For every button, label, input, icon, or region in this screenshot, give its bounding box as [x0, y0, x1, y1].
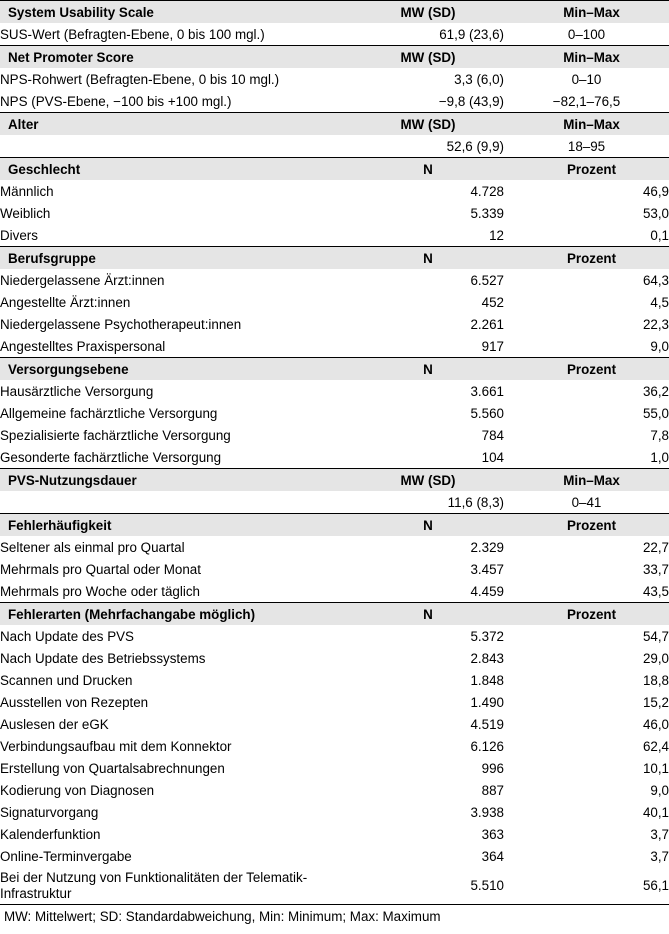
section-column-header-1: N: [352, 603, 504, 626]
table-row: [0, 313, 669, 335]
row-value-1: 5.510: [352, 867, 504, 905]
row-value-2: 22,3: [642, 316, 669, 332]
table-row: [0, 801, 669, 823]
row-value-2: 33,7: [642, 561, 669, 577]
table-row: [0, 536, 669, 558]
row-label: Mehrmals pro Woche oder täglich: [0, 583, 200, 599]
row-value-1: 1.848: [470, 672, 504, 688]
table-row: [0, 90, 669, 113]
section-column-header-1: MW (SD): [352, 469, 504, 492]
section-column-header-2: Prozent: [504, 247, 669, 270]
row-value-2: 43,5: [642, 583, 669, 599]
table-row: [0, 335, 669, 358]
table-row: [0, 380, 669, 402]
row-value-2: 4,5: [650, 294, 669, 310]
section-title: Geschlecht: [0, 158, 352, 181]
row-value-1: 52,6 (9,9): [446, 138, 504, 154]
row-value-1: 6.527: [470, 272, 504, 288]
row-value-2: 64,3: [642, 272, 669, 288]
row-value-2: 7,8: [650, 427, 669, 443]
section-title: Net Promoter Score: [0, 46, 352, 69]
row-value-2: 18–95: [567, 138, 606, 154]
section-column-header-2: Prozent: [504, 158, 669, 181]
table-row: [0, 291, 669, 313]
row-value-2: 22,7: [642, 539, 669, 555]
row-value-2: 62,4: [642, 738, 669, 754]
section-column-header-1: MW (SD): [352, 46, 504, 69]
row-value-1: −9,8 (43,9): [438, 93, 504, 109]
row-value-1: 104: [481, 449, 504, 465]
section-header-row: [0, 158, 669, 181]
row-label: [0, 491, 352, 514]
row-value-1: 4.519: [470, 716, 504, 732]
table-row: [0, 402, 669, 424]
row-label: Seltener als einmal pro Quartal: [0, 539, 185, 555]
section-header-row: [0, 46, 669, 69]
row-label: Nach Update des Betriebssystems: [0, 650, 206, 666]
row-value-2: 29,0: [642, 650, 669, 666]
row-label: Ausstellen von Rezepten: [0, 694, 149, 710]
table-row: [0, 446, 669, 469]
row-value-1: 4.459: [470, 583, 504, 599]
row-value-1: 2.261: [470, 316, 504, 332]
row-label: Angestelltes Praxispersonal: [0, 338, 166, 354]
row-value-2: 46,0: [642, 716, 669, 732]
section-header-row: [0, 603, 669, 626]
section-column-header-1: MW (SD): [352, 1, 504, 24]
row-label: Niedergelassene Psychotherapeut:innen: [0, 316, 242, 332]
row-value-1: 3,3 (6,0): [454, 71, 504, 87]
row-value-1: 6.126: [470, 738, 504, 754]
table-row: [0, 713, 669, 735]
section-column-header-2: Min–Max: [504, 46, 669, 69]
row-label: Kodierung von Diagnosen: [0, 782, 155, 798]
section-column-header-1: N: [352, 158, 504, 181]
table-row: [0, 68, 669, 90]
row-label: Männlich: [0, 183, 54, 199]
row-label: Bei der Nutzung von Funktionalitäten der Telematik-Infrastruktur: [0, 867, 352, 905]
row-label: Online-Terminvergabe: [0, 848, 132, 864]
row-label: Hausärztliche Versorgung: [0, 383, 154, 399]
section-header-row: [0, 1, 669, 24]
table-row: [0, 491, 669, 514]
section-column-header-2: Prozent: [504, 514, 669, 537]
table-row: [0, 867, 669, 905]
row-label: Erstellung von Quartalsabrechnungen: [0, 760, 225, 776]
table-row: [0, 647, 669, 669]
row-value-2: 15,2: [642, 694, 669, 710]
section-header-row: [0, 247, 669, 270]
section-column-header-2: Min–Max: [504, 469, 669, 492]
table-row: [0, 580, 669, 603]
row-value-1: 784: [481, 427, 504, 443]
table-row: [0, 779, 669, 801]
row-value-2: 46,9: [642, 183, 669, 199]
table-row: [0, 23, 669, 46]
row-value-1: 4.728: [470, 183, 504, 199]
row-value-2: 9,0: [650, 338, 669, 354]
table-row: [0, 735, 669, 757]
row-label: Nach Update des PVS: [0, 628, 134, 644]
row-value-1: 996: [481, 760, 504, 776]
row-label: Allgemeine fachärztliche Versorgung: [0, 405, 218, 421]
row-label: Mehrmals pro Quartal oder Monat: [0, 561, 201, 577]
table-body: [0, 1, 669, 905]
row-value-2: 3,7: [650, 848, 669, 864]
row-label: Spezialisierte fachärztliche Versorgung: [0, 427, 231, 443]
table-row: [0, 269, 669, 291]
row-label: NPS-Rohwert (Befragten-Ebene, 0 bis 10 mgl.): [0, 71, 280, 87]
row-value-2: 9,0: [650, 782, 669, 798]
row-value-2: 36,2: [642, 383, 669, 399]
row-value-2: 56,1: [504, 867, 669, 905]
table-row: [0, 180, 669, 202]
row-value-1: 3.457: [470, 561, 504, 577]
section-column-header-1: MW (SD): [352, 113, 504, 136]
row-label: Angestellte Ärzt:innen: [0, 294, 131, 310]
section-title: Berufsgruppe: [0, 247, 352, 270]
row-label: Verbindungsaufbau mit dem Konnektor: [0, 738, 232, 754]
table-row: [0, 757, 669, 779]
row-label: Kalenderfunktion: [0, 826, 101, 842]
row-label: [0, 135, 352, 158]
row-value-1: 917: [481, 338, 504, 354]
row-label: Gesonderte fachärztliche Versorgung: [0, 449, 222, 465]
table-row: [0, 202, 669, 224]
row-value-2: 3,7: [650, 826, 669, 842]
row-value-1: 5.560: [470, 405, 504, 421]
section-title: Fehlerarten (Mehrfachangabe möglich): [0, 603, 352, 626]
section-column-header-2: Prozent: [504, 358, 669, 381]
table-row: [0, 135, 669, 158]
table-row: [0, 669, 669, 691]
row-value-1: 5.339: [470, 205, 504, 221]
section-column-header-2: Min–Max: [504, 113, 669, 136]
row-value-1: 887: [481, 782, 504, 798]
table-row: [0, 845, 669, 867]
table-row: [0, 224, 669, 247]
section-column-header-1: N: [352, 514, 504, 537]
section-column-header-1: N: [352, 247, 504, 270]
table-row: [0, 625, 669, 647]
section-header-row: [0, 469, 669, 492]
section-title: System Usability Scale: [0, 1, 352, 24]
table-row: [0, 424, 669, 446]
row-label: Auslesen der eGK: [0, 716, 109, 732]
row-value-2: 0,1: [650, 227, 669, 243]
section-title: Alter: [0, 113, 352, 136]
row-value-2: 0–10: [571, 71, 602, 87]
row-value-1: 3.661: [470, 383, 504, 399]
row-value-2: 0–41: [571, 494, 602, 510]
row-value-2: 53,0: [642, 205, 669, 221]
row-label: Niedergelassene Ärzt:innen: [0, 272, 165, 288]
section-title: Versorgungsebene: [0, 358, 352, 381]
row-value-2: 54,7: [642, 628, 669, 644]
section-column-header-2: Prozent: [504, 603, 669, 626]
section-column-header-2: Min–Max: [504, 1, 669, 24]
row-value-2: −82,1–76,5: [552, 93, 621, 109]
section-header-row: [0, 514, 669, 537]
row-value-2: 0–100: [567, 26, 606, 42]
row-value-2: 18,8: [642, 672, 669, 688]
section-header-row: [0, 113, 669, 136]
row-value-1: 11,6 (8,3): [447, 494, 504, 510]
row-label: Scannen und Drucken: [0, 672, 133, 688]
row-value-1: 364: [481, 848, 504, 864]
section-header-row: [0, 358, 669, 381]
row-value-1: 61,9 (23,6): [439, 26, 504, 42]
table-row: [0, 558, 669, 580]
row-label: Signaturvorgang: [0, 804, 99, 820]
row-label: Divers: [0, 227, 38, 243]
row-value-1: 3.938: [470, 804, 504, 820]
row-label: Weiblich: [0, 205, 51, 221]
row-value-2: 10,1: [642, 760, 669, 776]
row-value-1: 2.329: [470, 539, 504, 555]
table-row: [0, 691, 669, 713]
row-value-1: 5.372: [470, 628, 504, 644]
row-value-2: 1,0: [650, 449, 669, 465]
section-title: Fehlerhäufigkeit: [0, 514, 352, 537]
row-value-1: 452: [481, 294, 504, 310]
row-value-2: 55,0: [642, 405, 669, 421]
row-value-1: 1.490: [470, 694, 504, 710]
row-value-1: 2.843: [470, 650, 504, 666]
row-value-2: 40,1: [642, 804, 669, 820]
table-footnote: MW: Mittelwert; SD: Standardabweichung, Min: Minimum; Max: Maximum: [4, 909, 441, 924]
row-label: NPS (PVS-Ebene, −100 bis +100 mgl.): [0, 93, 232, 109]
row-label: SUS-Wert (Befragten-Ebene, 0 bis 100 mgl.): [0, 26, 265, 42]
row-value-1: 363: [481, 826, 504, 842]
row-value-1: 12: [489, 227, 504, 243]
section-title: PVS-Nutzungsdauer: [0, 469, 352, 492]
section-column-header-1: N: [352, 358, 504, 381]
table-row: [0, 823, 669, 845]
